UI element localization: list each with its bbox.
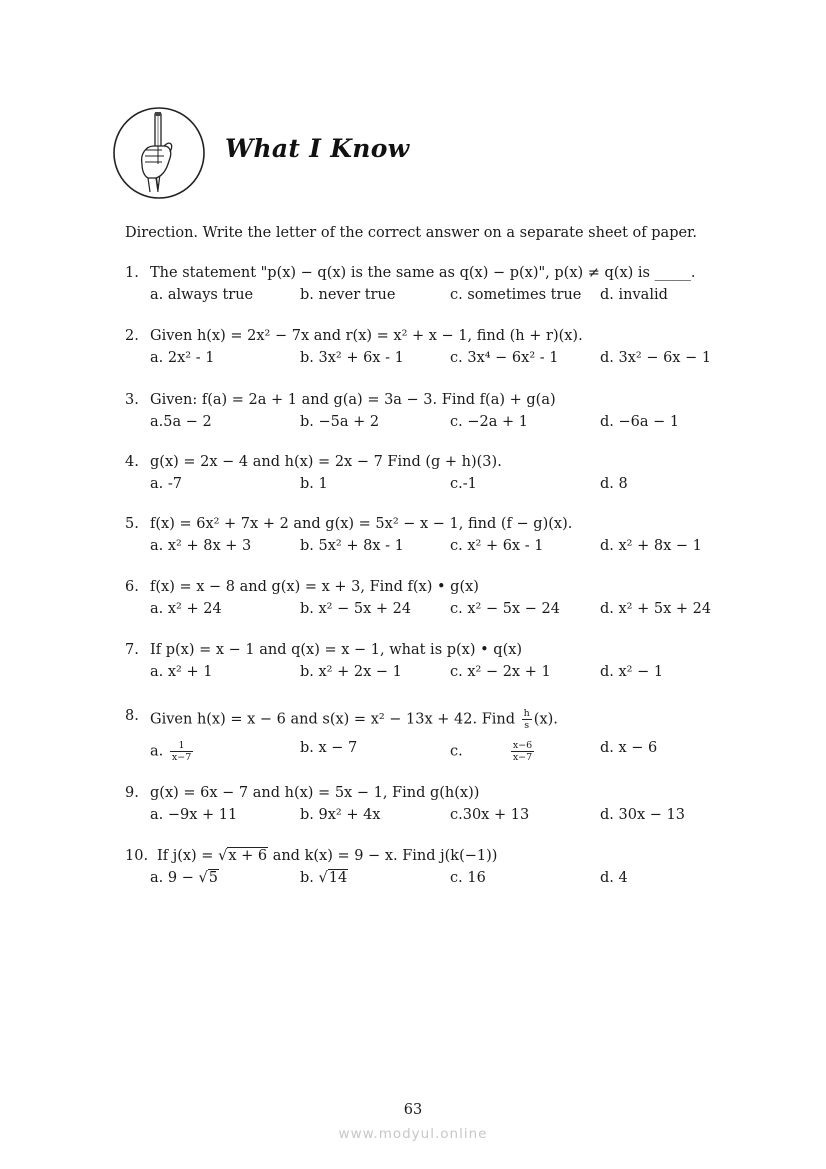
question-5 [125,516,725,560]
option-c-fraction [511,740,534,763]
option-c: c. x² − 5x − 24 [450,601,560,617]
fraction-denominator: x−7 [512,752,533,763]
option-a: a.5a − 2 [150,414,212,430]
option-b: b. x² − 5x + 24 [300,601,412,617]
fraction-numerator: h [523,708,530,719]
option-a: a. -7 [150,476,182,492]
question-number: 1. [125,265,139,281]
option-b: b. never true [300,287,396,303]
question-1 [125,265,725,309]
question-number: 4. [125,454,139,470]
option-a: a. −9x + 11 [150,807,238,823]
question-7 [125,642,725,686]
option-a: a. x² + 8x + 3 [150,538,252,554]
option-a: a. x² + 24 [150,601,222,617]
question-3 [125,392,725,436]
question-number: 8. [125,708,139,724]
direction-text: Direction. Write the letter of the correct answer on a separate sheet of paper. [125,225,697,241]
option-c: c. x² + 6x - 1 [450,538,544,554]
option-letter: b. [300,870,319,886]
option-b: b. 1 [300,476,328,492]
option-a [150,870,219,886]
question-stem: g(x) = 6x − 7 and h(x) = 5x − 1, Find g(h(x)) [150,785,480,801]
option-b: b. x² + 2x − 1 [300,664,402,680]
option-c: c. 3x⁴ − 6x² - 1 [450,350,559,366]
question-8 [125,708,725,770]
page-number: 63 [403,1102,423,1118]
question-6 [125,579,725,623]
option-a: a. always true [150,287,254,303]
question-2 [125,328,725,372]
question-stem: f(x) = x − 8 and g(x) = x + 3, Find f(x) • g(x) [150,579,479,595]
option-letter: c. [450,743,463,760]
square-root: √x + 6 [218,848,268,864]
question-number: 10. [125,848,149,864]
question-stem: f(x) = 6x² + 7x + 2 and g(x) = 5x² − x − 1, find (f − g)(x). [150,516,573,532]
option-c: c. 16 [450,870,486,886]
option-d: d. 30x − 13 [600,807,685,823]
radicand: 5 [208,870,218,886]
fraction-denominator: x−7 [171,752,192,763]
option-c: c.-1 [450,476,477,492]
fraction-h-over-s [522,708,532,731]
option-c [450,740,536,763]
option-letter: a. [150,743,164,760]
question-stem [157,848,497,864]
option-a: a. 2x² - 1 [150,350,215,366]
question-number: 2. [125,328,139,344]
radicand: x + 6 [228,848,268,864]
fraction-numerator: x−6 [512,740,533,751]
stem-text-end: (x). [533,711,558,728]
option-letter: a. 9 − [150,870,199,886]
question-stem: Given: f(a) = 2a + 1 and g(a) = 3a − 3. Find f(a) + g(a) [150,392,556,408]
question-stem [150,708,558,731]
option-b: b. 9x² + 4x [300,807,381,823]
question-10 [125,848,725,892]
option-d: d. x − 6 [600,740,658,756]
question-number: 7. [125,642,139,658]
option-a: a. x² + 1 [150,664,213,680]
option-c: c. x² − 2x + 1 [450,664,551,680]
question-number: 6. [125,579,139,595]
watermark: www.modyul.online [338,1126,488,1142]
option-b: b. x − 7 [300,740,358,756]
option-a [150,740,195,763]
question-number: 3. [125,392,139,408]
square-root: √14 [318,870,348,886]
option-d: d. invalid [600,287,668,303]
question-stem: If p(x) = x − 1 and q(x) = x − 1, what is p(x) • q(x) [150,642,523,658]
option-c: c. −2a + 1 [450,414,528,430]
option-d: d. x² + 8x − 1 [600,538,702,554]
option-b: b. −5a + 2 [300,414,380,430]
question-number: 9. [125,785,139,801]
question-number: 5. [125,516,139,532]
radicand: 14 [328,870,348,886]
fraction-denominator: s [524,720,530,731]
stem-text: Given h(x) = x − 6 and s(x) = x² − 13x + 42. Find [150,711,520,728]
question-9 [125,785,725,829]
section-title: What I Know [225,134,410,163]
option-d: d. 4 [600,870,628,886]
option-b [300,870,348,886]
question-stem: g(x) = 2x − 4 and h(x) = 2x − 7 Find (g + h)(3). [150,454,502,470]
option-b: b. 3x² + 6x - 1 [300,350,404,366]
square-root: √5 [198,870,218,886]
question-4 [125,454,725,498]
option-d: d. x² − 1 [600,664,664,680]
fraction-numerator: 1 [170,740,193,752]
option-d: d. x² + 5x + 24 [600,601,712,617]
option-b: b. 5x² + 8x - 1 [300,538,404,554]
option-d: d. 3x² − 6x − 1 [600,350,712,366]
option-d: d. 8 [600,476,628,492]
hand-holding-pencil-icon [112,106,206,200]
option-a-fraction [170,740,193,763]
question-stem: Given h(x) = 2x² − 7x and r(x) = x² + x − 1, find (h + r)(x). [150,328,583,344]
option-c: c. sometimes true [450,287,582,303]
option-d: d. −6a − 1 [600,414,680,430]
option-c: c.30x + 13 [450,807,530,823]
stem-text: If j(x) = [157,848,219,864]
stem-text-end: and k(x) = 9 − x. Find j(k(−1)) [268,848,498,864]
question-stem: The statement "p(x) − q(x) is the same as q(x) − p(x)", p(x) ≠ q(x) is _____. [150,265,696,281]
